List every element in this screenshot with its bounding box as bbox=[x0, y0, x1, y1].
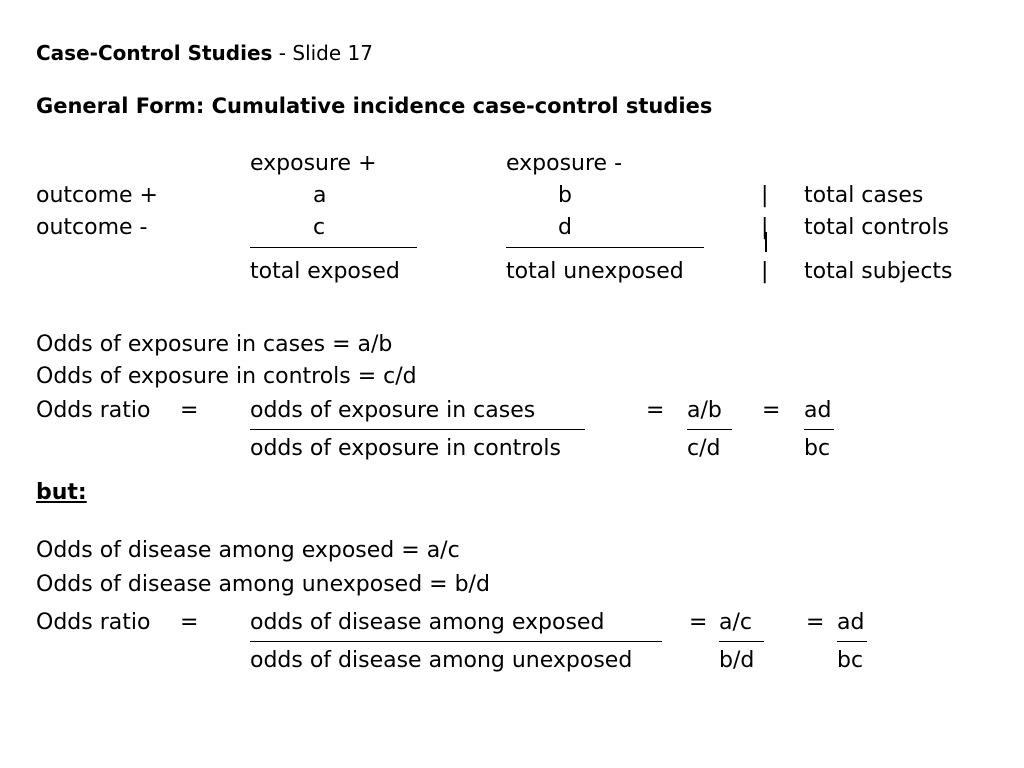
fraction-numerator: odds of disease among exposed bbox=[250, 610, 605, 635]
cell-c: c bbox=[313, 215, 326, 240]
cell-b: b bbox=[558, 183, 572, 208]
disease-odds-unexposed: Odds of disease among unexposed = b/d bbox=[36, 572, 490, 597]
fraction-bar bbox=[687, 429, 732, 430]
row-separator: | bbox=[761, 259, 769, 284]
separator-bar bbox=[765, 232, 767, 252]
section-subtitle: General Form: Cumulative incidence case-control studies bbox=[36, 94, 713, 118]
fraction-denominator: bc bbox=[804, 436, 831, 461]
fraction-bar bbox=[250, 641, 662, 642]
equals-sign: = bbox=[806, 610, 825, 635]
row-separator: | bbox=[761, 215, 769, 240]
slide-title: Case-Control Studies bbox=[36, 41, 273, 65]
fraction-bar bbox=[250, 429, 585, 430]
cell-d: d bbox=[558, 215, 572, 240]
grand-total: total subjects bbox=[804, 259, 953, 284]
slide-header bbox=[36, 43, 373, 63]
table-rule-exposed bbox=[250, 247, 417, 248]
col-header-exposed: exposure + bbox=[250, 151, 377, 176]
col-total-exposed: total exposed bbox=[250, 259, 400, 284]
row-label-outcome-neg: outcome - bbox=[36, 215, 148, 240]
fraction-bar bbox=[837, 641, 867, 642]
row-separator: | bbox=[761, 183, 769, 208]
fraction-bar bbox=[719, 641, 764, 642]
col-header-unexposed: exposure - bbox=[506, 151, 623, 176]
table-rule-unexposed bbox=[506, 247, 704, 248]
odds-ratio-label: Odds ratio bbox=[36, 398, 151, 423]
equals-sign: = bbox=[689, 610, 708, 635]
equals-sign: = bbox=[180, 610, 199, 635]
title-separator: - bbox=[272, 41, 293, 65]
disease-odds-exposed: Odds of disease among exposed = a/c bbox=[36, 538, 460, 563]
fraction-denominator: odds of exposure in controls bbox=[250, 436, 561, 461]
row-total-cases: total cases bbox=[804, 183, 924, 208]
cell-a: a bbox=[313, 183, 327, 208]
col-total-unexposed: total unexposed bbox=[506, 259, 684, 284]
fraction-numerator: a/b bbox=[687, 398, 722, 423]
row-label-outcome-pos: outcome + bbox=[36, 183, 158, 208]
exposure-odds-controls: Odds of exposure in controls = c/d bbox=[36, 364, 417, 389]
equals-sign: = bbox=[762, 398, 781, 423]
fraction-numerator: a/c bbox=[719, 610, 752, 635]
odds-ratio-label: Odds ratio bbox=[36, 610, 151, 635]
fraction-numerator: ad bbox=[837, 610, 865, 635]
but-label: but: bbox=[36, 480, 87, 505]
fraction-denominator: b/d bbox=[719, 648, 755, 673]
fraction-denominator: odds of disease among unexposed bbox=[250, 648, 633, 673]
exposure-odds-cases: Odds of exposure in cases = a/b bbox=[36, 332, 393, 357]
row-total-controls: total controls bbox=[804, 215, 950, 240]
fraction-numerator: odds of exposure in cases bbox=[250, 398, 536, 423]
equals-sign: = bbox=[646, 398, 665, 423]
equals-sign: = bbox=[180, 398, 199, 423]
fraction-numerator: ad bbox=[804, 398, 832, 423]
slide-number: Slide 17 bbox=[292, 41, 373, 65]
fraction-denominator: c/d bbox=[687, 436, 721, 461]
fraction-bar bbox=[804, 429, 834, 430]
fraction-denominator: bc bbox=[837, 648, 864, 673]
